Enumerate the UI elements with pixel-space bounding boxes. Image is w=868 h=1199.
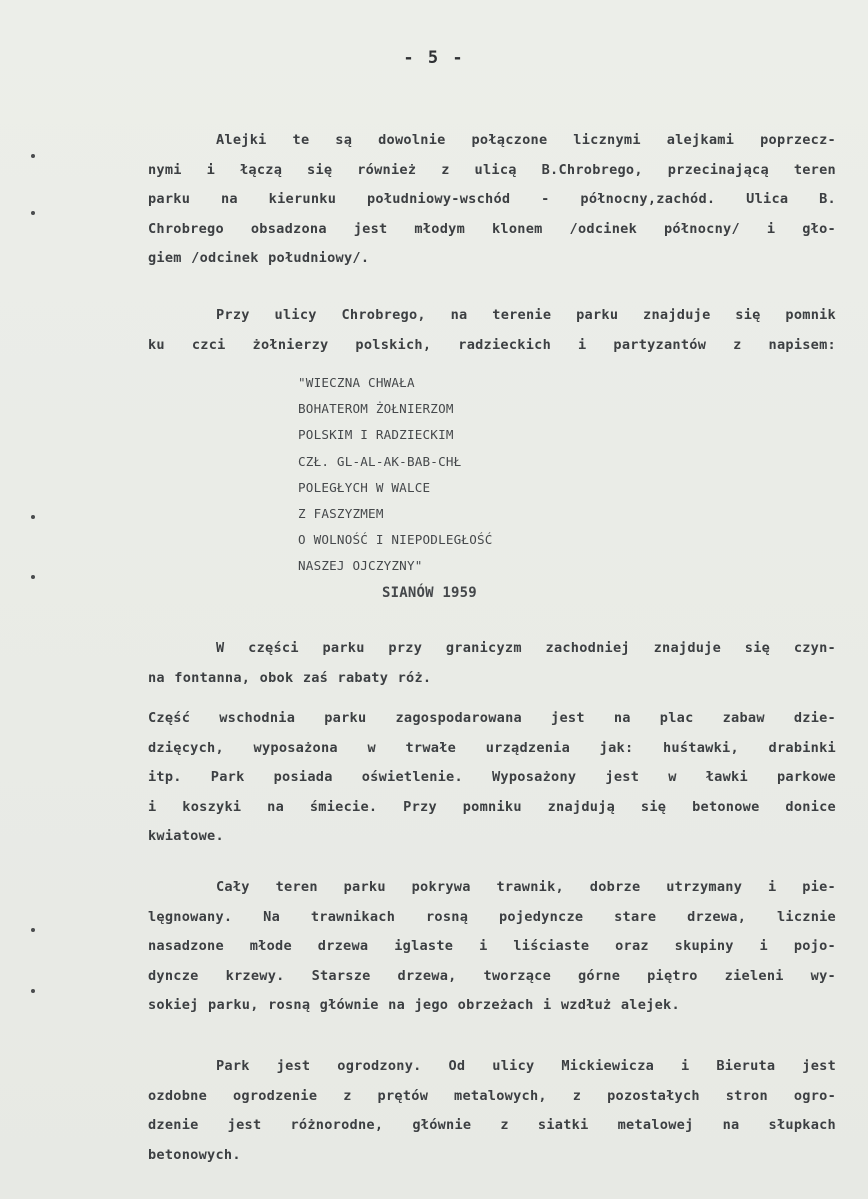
page-number: - 5 - xyxy=(403,48,465,68)
inscription-line: Z FASZYZMEM xyxy=(298,505,384,521)
paragraph-pomnik xyxy=(148,301,836,360)
paragraph-alejki xyxy=(148,126,836,274)
paragraph-plac-zabaw xyxy=(148,704,836,852)
inscription-line: BOHATEROM ŻOŁNIERZOM xyxy=(298,401,454,417)
text-line: dzenie jest różnorodne, głównie z siatki metalowej na słupkach xyxy=(148,1117,836,1134)
inscription-line: "WIECZNA CHWAŁA xyxy=(298,375,415,390)
text-line: Park jest ogrodzony. Od ulicy Mickiewicza i Bieruta jest xyxy=(216,1058,836,1074)
text-line: Część wschodnia parku zagospodarowana jest na plac zabaw dzie- xyxy=(148,710,836,726)
text-line: dyncze krzewy. Starsze drzewa, tworzące górne piętro zieleni wy- xyxy=(148,967,836,984)
text-line: betonowych. xyxy=(148,1146,241,1163)
text-line: kwiatowe. xyxy=(148,828,224,845)
text-line: i koszyki na śmiecie. Przy pomniku znajdują się betonowe donice xyxy=(148,798,836,815)
paragraph-fontanna xyxy=(148,634,836,693)
margin-mark xyxy=(31,211,35,215)
margin-mark xyxy=(31,515,35,519)
inscription-line: O WOLNOŚĆ I NIEPODLEGŁOŚĆ xyxy=(298,532,493,548)
text-line: nasadzone młode drzewa iglaste i liściaste oraz skupiny i pojo- xyxy=(148,938,836,955)
monument-inscription xyxy=(298,370,493,606)
text-line: sokiej parku, rosną głównie na jego obrzeżach i wzdłuż alejek. xyxy=(148,997,680,1014)
text-line: Chrobrego obsadzona jest młodym klonem /odcinek północny/ i gło- xyxy=(148,220,836,237)
inscription-line: CZŁ. GL-AL-AK-BAB-CHŁ xyxy=(298,453,462,469)
text-line: itp. Park posiada oświetlenie. Wyposażony jest w ławki parkowe xyxy=(148,769,836,786)
text-line: giem /odcinek południowy/. xyxy=(148,250,370,267)
text-line: Alejki te są dowolnie połączone licznymi alejkami poprzecz- xyxy=(216,132,836,148)
text-line: ozdobne ogrodzenie z prętów metalowych, z pozostałych stron ogro- xyxy=(148,1087,836,1104)
margin-mark xyxy=(31,575,35,579)
margin-mark xyxy=(31,928,35,932)
text-line: parku na kierunku południowy-wschód - północny,zachód. Ulica B. xyxy=(148,191,836,208)
text-line: dzięcych, wyposażona w trwałe urządzenia jak: huśtawki, drabinki xyxy=(148,739,836,756)
margin-mark xyxy=(31,989,35,993)
text-line: nymi i łączą się również z ulicą B.Chrobrego, przecinającą teren xyxy=(148,161,836,178)
text-line: lęgnowany. Na trawnikach rosną pojedyncze stare drzewa, licznie xyxy=(148,908,836,925)
paragraph-trawnik xyxy=(148,873,836,1021)
text-line: Przy ulicy Chrobrego, na terenie parku znajduje się pomnik xyxy=(216,307,836,323)
margin-mark xyxy=(31,154,35,158)
inscription-line: NASZEJ OJCZYZNY" xyxy=(298,558,423,574)
text-line: ku czci żołnierzy polskich, radzieckich i partyzantów z napisem: xyxy=(148,336,836,353)
text-line: W części parku przy granicyzm zachodniej znajduje się czyn- xyxy=(216,640,836,656)
text-line: Cały teren parku pokrywa trawnik, dobrze utrzymany i pie- xyxy=(216,879,836,895)
inscription-line: POLSKIM I RADZIECKIM xyxy=(298,427,454,443)
inscription-signature: SIANÓW 1959 xyxy=(382,584,477,601)
text-line: na fontanna, obok zaś rabaty róż. xyxy=(148,669,432,686)
inscription-line: POLEGŁYCH W WALCE xyxy=(298,479,431,495)
paragraph-ogrodzenie xyxy=(148,1052,836,1170)
